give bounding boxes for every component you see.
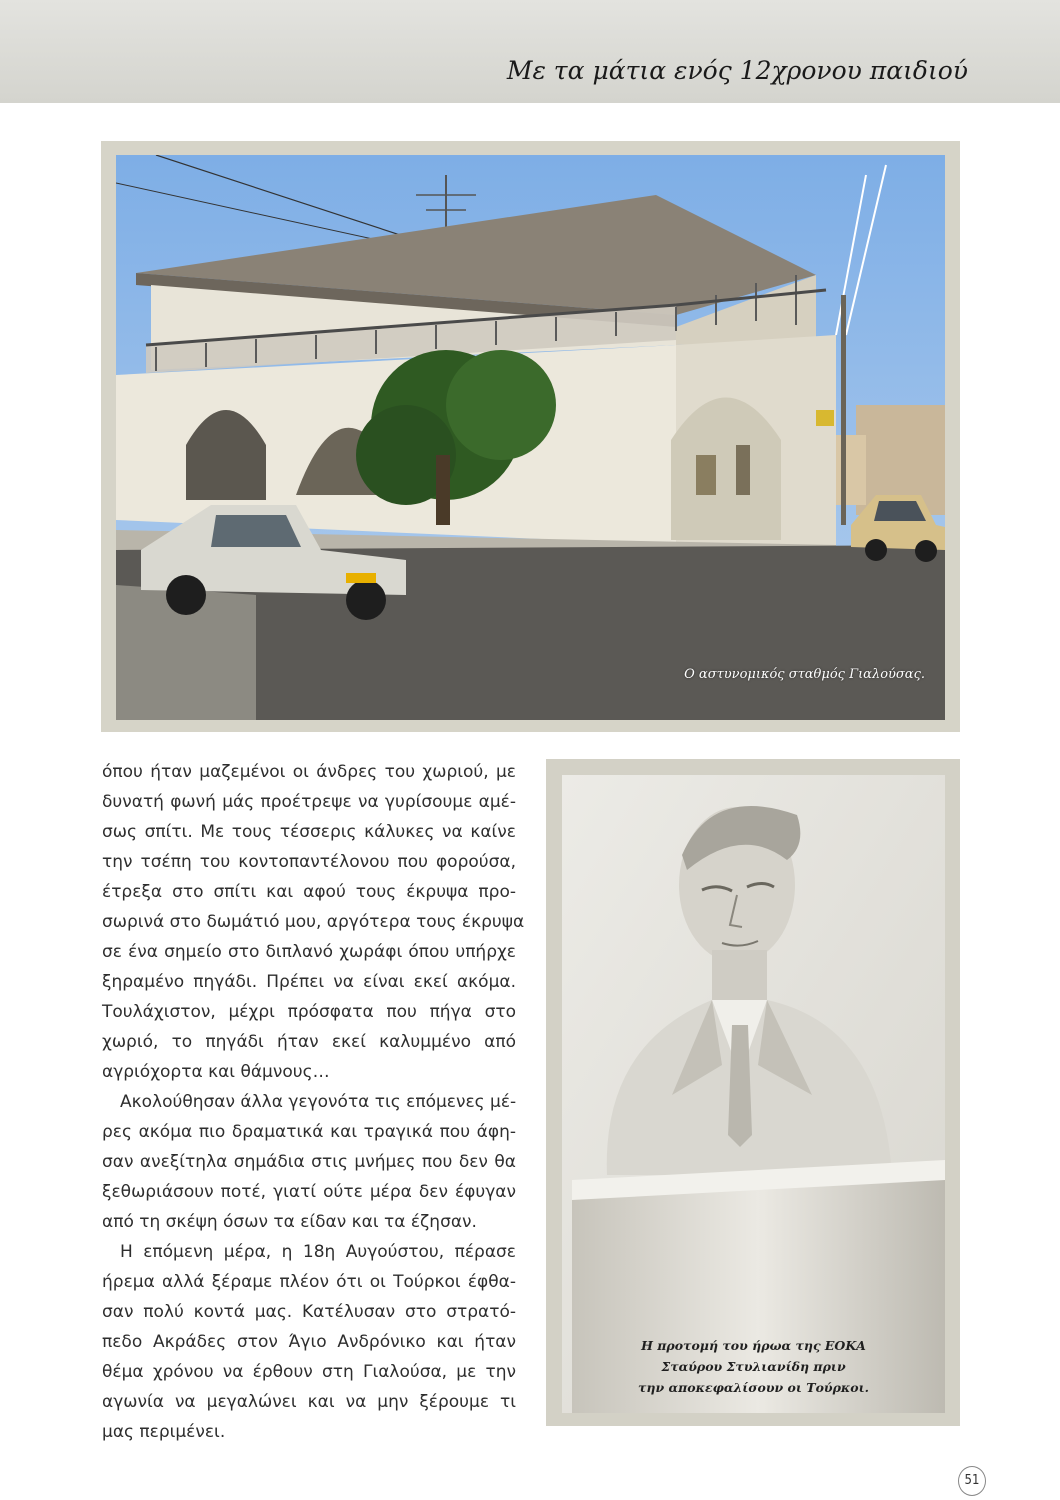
caption-line: την αποκεφαλίσουν οι Τούρκοι. (637, 1380, 870, 1395)
body-line: μας περιμένει. (102, 1422, 226, 1442)
body-line: όπου ήταν μαζεμένοι οι άνδρες του χωριού, με (102, 762, 516, 782)
body-line: αγωνία να μεγαλώνει και να μην ξέρουμε τι (102, 1392, 516, 1412)
photo-caption-police-station: Ο αστυνομικός σταθμός Γιαλούσας. (684, 667, 925, 682)
police-station-illustration (116, 155, 945, 720)
body-line: την τσέπη του κοντοπαντέλονου που φορούσα, (102, 852, 516, 872)
body-line: σαν πολύ κοντά μας. Κατέλυσαν στο στρατό- (102, 1302, 516, 1322)
caption-line: Η προτομή του ήρωα της ΕΟΚΑ (641, 1338, 866, 1353)
body-line: Η επόμενη μέρα, η 18η Αυγούστου, πέρασε (120, 1242, 516, 1262)
bust-illustration (562, 775, 945, 1413)
body-line: πεδο Ακράδες στον Άγιο Ανδρόνικο και ήταν (102, 1332, 516, 1352)
body-line: ξηραμένο πηγάδι. Πρέπει να είναι εκεί ακόμα. (102, 972, 516, 992)
header-band (0, 0, 1060, 103)
photo-caption-bust (562, 1335, 945, 1398)
caption-line: Σταύρου Στυλιανίδη πριν (661, 1359, 846, 1374)
body-text (102, 757, 525, 1447)
body-line: Τουλάχιστον, μέχρι πρόσφατα που πήγα στο (102, 1002, 516, 1022)
body-line: σως σπίτι. Με τους τέσσερις κάλυκες να καίνε (102, 822, 516, 842)
body-line: χωριό, το πηγάδι ήταν εκεί καλυμμένο από (102, 1032, 516, 1052)
body-line: ήρεμα αλλά ξέραμε πλέον ότι οι Τούρκοι έφθα- (102, 1272, 516, 1292)
body-line: δυνατή φωνή μάς προέτρεψε να γυρίσουμε αμέ- (102, 792, 516, 812)
body-line: σε ένα σημείο στο διπλανό χωράφι όπου υπήρχε (102, 942, 516, 962)
body-line: Ακολούθησαν άλλα γεγονότα τις επόμενες μέ- (120, 1092, 517, 1112)
page-number: 51 (958, 1466, 986, 1496)
photo-bust (562, 775, 945, 1413)
photo-police-station (116, 155, 945, 720)
body-line: ξεθωριάσουν ποτέ, γιατί ούτε μέρα δεν έφυγαν (102, 1182, 516, 1202)
body-line: αγριόχορτα και θάμνους… (102, 1062, 330, 1082)
body-line: ρες ακόμα πιο δραματικά και τραγικά που άφη- (102, 1122, 516, 1142)
running-header-title: Με τα μάτια ενός 12χρονου παιδιού (506, 56, 968, 85)
body-line: θέμα χρόνου να έρθουν στη Γιαλούσα, με την (102, 1362, 516, 1382)
body-line: έτρεξα στο σπίτι και αφού τους έκρυψα προ- (102, 882, 516, 902)
body-line: σαν ανεξίτηλα σημάδια στις μνήμες που δεν θα (102, 1152, 516, 1172)
body-line: σωρινά στο δωμάτιό μου, αργότερα τους έκρυψα (102, 912, 525, 932)
body-line: από τη σκέψη όσων τα είδαν και τα έζησαν. (102, 1212, 477, 1232)
